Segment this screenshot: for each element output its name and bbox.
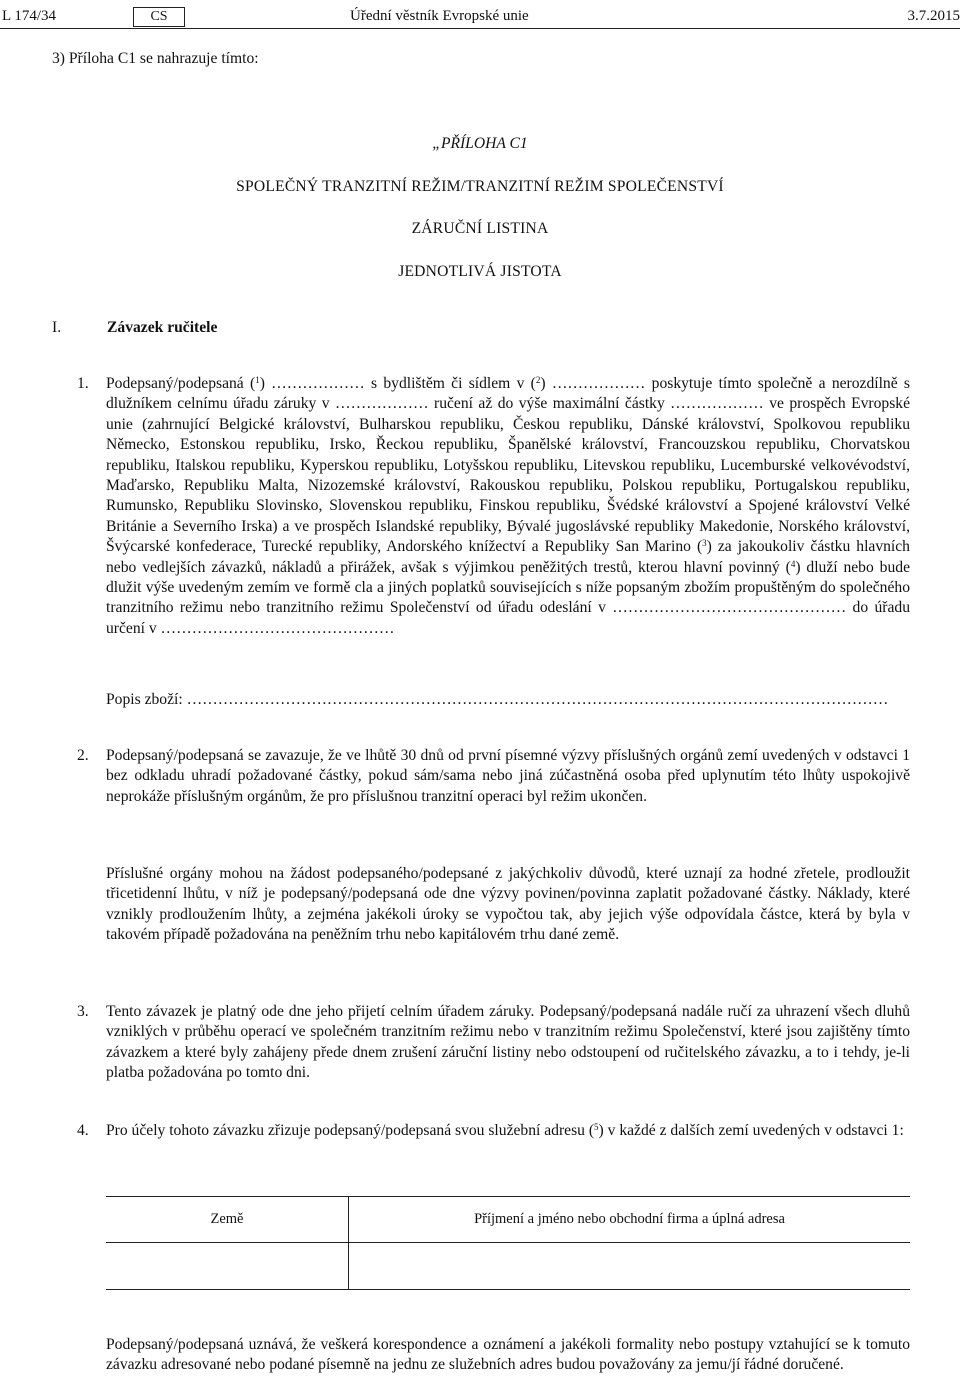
table-row [106, 1243, 910, 1290]
paragraph-4: Pro účely tohoto závazku zřizuje podepsaný/podepsaná svou služební adresu ($^5$) v každé z dalších zemí uvedených v odstavci 1: [106, 1122, 904, 1139]
page-header [0, 6, 960, 30]
section-title: Závazek ručitele [107, 319, 218, 336]
document-title: ZÁRUČNÍ LISTINA [411, 220, 549, 237]
journal-title: Úřední věstník Evropské unie [350, 8, 529, 24]
column-header-country: Země [106, 1197, 349, 1243]
column-header-name-address: Příjmení a jméno nebo obchodní firma a úplná adresa [349, 1197, 911, 1243]
paragraph-1-number: 1. [77, 375, 89, 392]
language-badge: CS [133, 7, 185, 27]
paragraph-2-number: 2. [77, 747, 89, 764]
page-reference: L 174/34 [2, 8, 57, 24]
annex-subtitle: SPOLEČNÝ TRANZITNÍ REŽIM/TRANZITNÍ REŽIM SPOLEČENSTVÍ [236, 178, 724, 195]
table-cell-address[interactable] [349, 1243, 911, 1290]
amendment-intro: 3) Příloha C1 se nahrazuje tímto: [52, 50, 259, 67]
goods-description: Popis zboží: ……………………………………………………………………………………………………………………… [106, 691, 889, 708]
paragraph-1: Podepsaný/podepsaná ($^1$) ……………… s bydlištěm či sídlem v ($^2$) ……………… poskytuje tímto společně a nerozdílně s dlužníkem celnímu úřadu záruky v ……………… ručení až do výše maximální částky ……………… ve prospěch Evropské unie (zahrnující Belgické království, Bulharskou republiku, Českou republiku, Dánské království, Spolkovou republiku Německo, Estonskou republiku, Irsko, Řeckou republiku, Španělské království, Francouzskou republiku, Chorvatskou republiku, Italskou republiku, Kyperskou republiku, Lotyšskou republiku, Litevskou republiku, Lucemburské velkovévodství, Maďarsko, Republiku Malta, Nizozemské království, Rakouskou republiku, Polskou republiku, Portugalskou republiku, Rumunsko, Republiku Slovinsko, Slovenskou republiku, Finskou republiku, Švédské království a Spojené království Velké Británie a Severního Irska) a ve prospěch Islandské republiky, Bývalé jugoslávské republiky Makedonie, Norského království, Švýcarské konfederace, Turecké republiky, Andorského knížectví a Republiky San Marino ($^3$) za jakoukoliv částku hlavních nebo vedlejších závazků, nákladů a přirážek, avšak s výjimkou peněžitých trestů, kterou hlavní povinný ($^4$) dluží nebo bude dlužit výše uvedeným zemím ve formě cla a jiných poplatků souvisejících s níže popsaným zbožím propuštěným do společného tranzitního režimu nebo tranzitního režimu Společenství od úřadu odeslání v ……………………………………… do úřadu určení v ……………………………………… [106, 375, 910, 637]
paragraph-3: Tento závazek je platný ode dne jeho přijetí celním úřadem záruky. Podepsaný/podepsaná nadále ručí za uhrazení všech dluhů vzniklých v průběhu operací ve společném tranzitním režimu nebo v tranzitním režimu Společenství, které jsou zajištěny tímto závazkem a které byly zahájeny přede dnem zrušení záruční listiny nebo odstoupení od ručitelského závazku, a to i tehdy, je-li platba požadována po tomto dni. [106, 1003, 910, 1082]
closing-paragraph: Podepsaný/podepsaná uznává, že veškerá korespondence a oznámení a jakékoli formality nebo postupy vztahující se k tomuto závazku adresované nebo podané písemně na jednu ze služebních adres budou považovány za jemu/jí řádné doručené. [106, 1336, 910, 1374]
service-address-table [106, 1196, 910, 1290]
annex-title: „PŘÍLOHA C1 [432, 135, 528, 152]
paragraph-4-number: 4. [77, 1122, 89, 1139]
section-heading [52, 318, 217, 338]
table-cell-country[interactable] [106, 1243, 349, 1290]
paragraph-2-extension: Příslušné orgány mohou na žádost podepsaného/podepsané z jakýchkoliv důvodů, které uznají za hodné zřetele, prodloužit třicetidenní lhůtu, v níž je podepsaný/podepsaná ode dne výzvy povinen/povinna zaplatit požadované částky. Náklady, které vznikly prodloužením lhůty, a zejména jakékoli úroky se vypočtou tak, aby jejich výše odpovídala částce, která by byla v takovém případě požadována na peněžním trhu nebo kapitálovém trhu dané země. [106, 865, 910, 944]
paragraph-3-number: 3. [77, 1003, 89, 1020]
publication-date: 3.7.2015 [907, 8, 960, 24]
section-number: I. [52, 319, 62, 336]
table-header-row [106, 1197, 910, 1243]
header-divider [0, 28, 960, 29]
paragraph-2: Podepsaný/podepsaná se zavazuje, že ve lhůtě 30 dnů od první písemné výzvy příslušných orgánů zemí uvedených v odstavci 1 bez odkladu uhradí požadované částky, pokud sám/sama nebo jiná zúčastněná osoba před uplynutím této lhůty uspokojivě neprokáže příslušným orgánům, že pro příslušnou tranzitní operaci byl režim ukončen. [106, 747, 910, 805]
document-subtitle: JEDNOTLIVÁ JISTOTA [398, 263, 562, 280]
